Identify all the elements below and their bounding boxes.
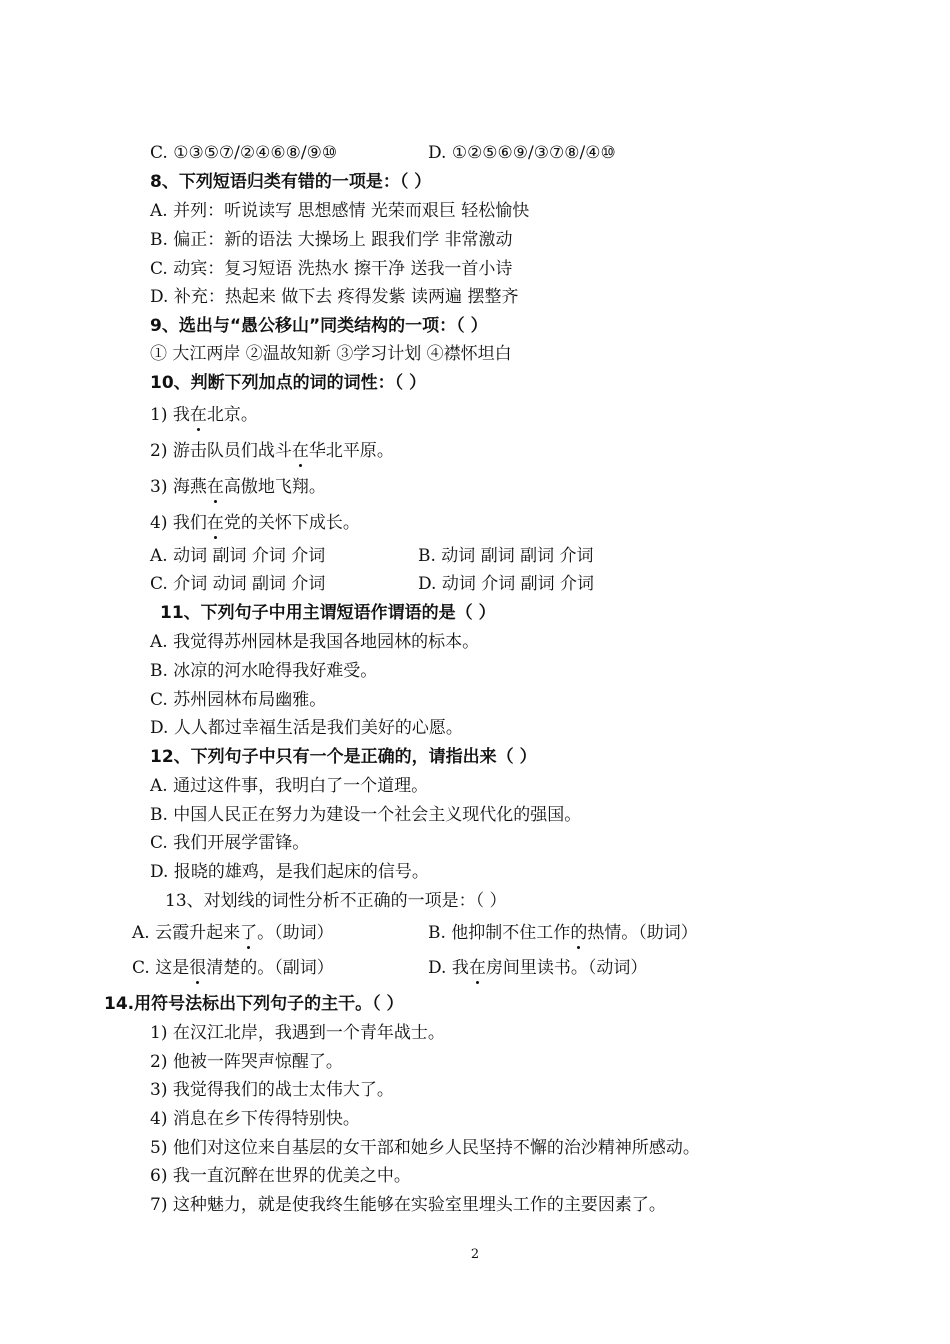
q11-option-d: D. 人人都过幸福生活是我们美好的心愿。 xyxy=(150,718,463,738)
q14-title: 14.用符号法标出下列句子的主干。（ ） xyxy=(104,994,404,1014)
sentence-text: 4) 我们 xyxy=(150,513,207,533)
option-text: 清楚的。（副词） xyxy=(206,958,334,978)
q10-option-d: D. 动词 介词 副词 介词 xyxy=(418,574,595,594)
q12-option-b: B. 中国人民正在努力为建设一个社会主义现代化的强国。 xyxy=(150,805,582,825)
sentence-text: 1) 我 xyxy=(150,405,190,425)
sentence-text: 高傲地飞翔。 xyxy=(223,477,326,497)
q13-option-d xyxy=(428,957,647,979)
option-text: 房间里读书。（动词） xyxy=(485,958,648,978)
q14-sentence: 3) 我觉得我们的战士太伟大了。 xyxy=(150,1080,394,1100)
dotted-word: 在 xyxy=(291,441,309,461)
option-text: A. 云霞升起来 xyxy=(132,923,241,943)
q12-title: 12、下列句子中只有一个是正确的，请指出来（ ） xyxy=(150,747,537,767)
q10-option-b: B. 动词 副词 副词 介词 xyxy=(418,546,594,566)
option-text: 。（助词） xyxy=(257,923,334,943)
q14-sentence: 5) 他们对这位来自基层的女干部和她乡人民坚持不懈的治沙精神所感动。 xyxy=(150,1138,700,1158)
dotted-word: 很 xyxy=(189,958,207,978)
q10-sentence-2 xyxy=(150,440,394,462)
q9-items: ① 大江两岸 ②温故知新 ③学习计划 ④襟怀坦白 xyxy=(150,344,512,364)
q8-option-d: D. 补充：热起来 做下去 疼得发紫 读两遍 摆整齐 xyxy=(150,287,519,307)
sentence-text: 3) 海燕 xyxy=(150,477,207,497)
q10-sentence-4 xyxy=(150,512,360,534)
q10-sentence-3 xyxy=(150,476,326,498)
dotted-word: 的 xyxy=(570,923,588,943)
dotted-word: 在 xyxy=(468,958,486,978)
dotted-word: 在 xyxy=(189,405,207,425)
q10-option-a: A. 动词 副词 介词 介词 xyxy=(150,546,326,566)
q14-sentence: 7) 这种魅力，就是使我终生能够在实验室里埋头工作的主要因素了。 xyxy=(150,1195,666,1215)
q12-option-c: C. 我们开展学雷锋。 xyxy=(150,833,310,853)
q8-title: 8、下列短语归类有错的一项是：（ ） xyxy=(150,172,432,192)
q13-option-a xyxy=(132,922,334,944)
q12-option-a: A. 通过这件事，我明白了一个道理。 xyxy=(150,776,429,796)
q11-option-a: A. 我觉得苏州园林是我国各地园林的标本。 xyxy=(150,632,480,652)
page-number: 2 xyxy=(470,1247,480,1262)
q8-option-b: B. 偏正：新的语法 大操场上 跟我们学 非常激动 xyxy=(150,230,513,250)
option-text: B. 他抑制不住工作 xyxy=(428,923,571,943)
option-text: 热情。（助词） xyxy=(587,923,698,943)
q10-title: 10、判断下列加点的词的词性：（ ） xyxy=(150,373,427,393)
q10-option-c: C. 介词 动词 副词 介词 xyxy=(150,574,326,594)
sentence-text: 党的关怀下成长。 xyxy=(223,513,360,533)
dotted-word: 在 xyxy=(206,513,224,533)
q13-title: 13、对划线的词性分析不正确的一项是：（ ） xyxy=(165,891,507,911)
q9-title: 9、选出与“愚公移山”同类结构的一项：（ ） xyxy=(150,316,488,336)
sentence-text: 2) 游击队员们战斗 xyxy=(150,441,292,461)
q8-option-c: C. 动宾：复习短语 洗热水 擦干净 送我一首小诗 xyxy=(150,259,513,279)
q7-option-d: D. ①②⑤⑥⑨/③⑦⑧/④⑩ xyxy=(428,143,616,163)
q13-option-b xyxy=(428,922,698,944)
q14-sentence: 4) 消息在乡下传得特别快。 xyxy=(150,1109,360,1129)
q11-title: 11、下列句子中用主谓短语作谓语的是（ ） xyxy=(160,603,496,623)
q11-option-b: B. 冰凉的河水呛得我好难受。 xyxy=(150,661,378,681)
q12-option-d: D. 报晓的雄鸡，是我们起床的信号。 xyxy=(150,862,429,882)
dotted-word: 在 xyxy=(206,477,224,497)
q14-sentence: 2) 他被一阵哭声惊醒了。 xyxy=(150,1052,343,1072)
option-text: C. 这是 xyxy=(132,958,190,978)
q10-sentence-1 xyxy=(150,404,258,426)
dotted-word: 了 xyxy=(240,923,258,943)
sentence-text: 华北平原。 xyxy=(308,441,394,461)
q14-sentence: 1) 在汉江北岸，我遇到一个青年战士。 xyxy=(150,1023,445,1043)
q13-option-c xyxy=(132,957,334,979)
sentence-text: 北京。 xyxy=(206,405,258,425)
option-text: D. 我 xyxy=(428,958,469,978)
q14-sentence: 6) 我一直沉醉在世界的优美之中。 xyxy=(150,1166,411,1186)
q8-option-a: A. 并列：听说读写 思想感情 光荣而艰巨 轻松愉快 xyxy=(150,201,530,221)
q11-option-c: C. 苏州园林布局幽雅。 xyxy=(150,690,327,710)
q7-option-c: C. ①③⑤⑦/②④⑥⑧/⑨⑩ xyxy=(150,143,338,163)
